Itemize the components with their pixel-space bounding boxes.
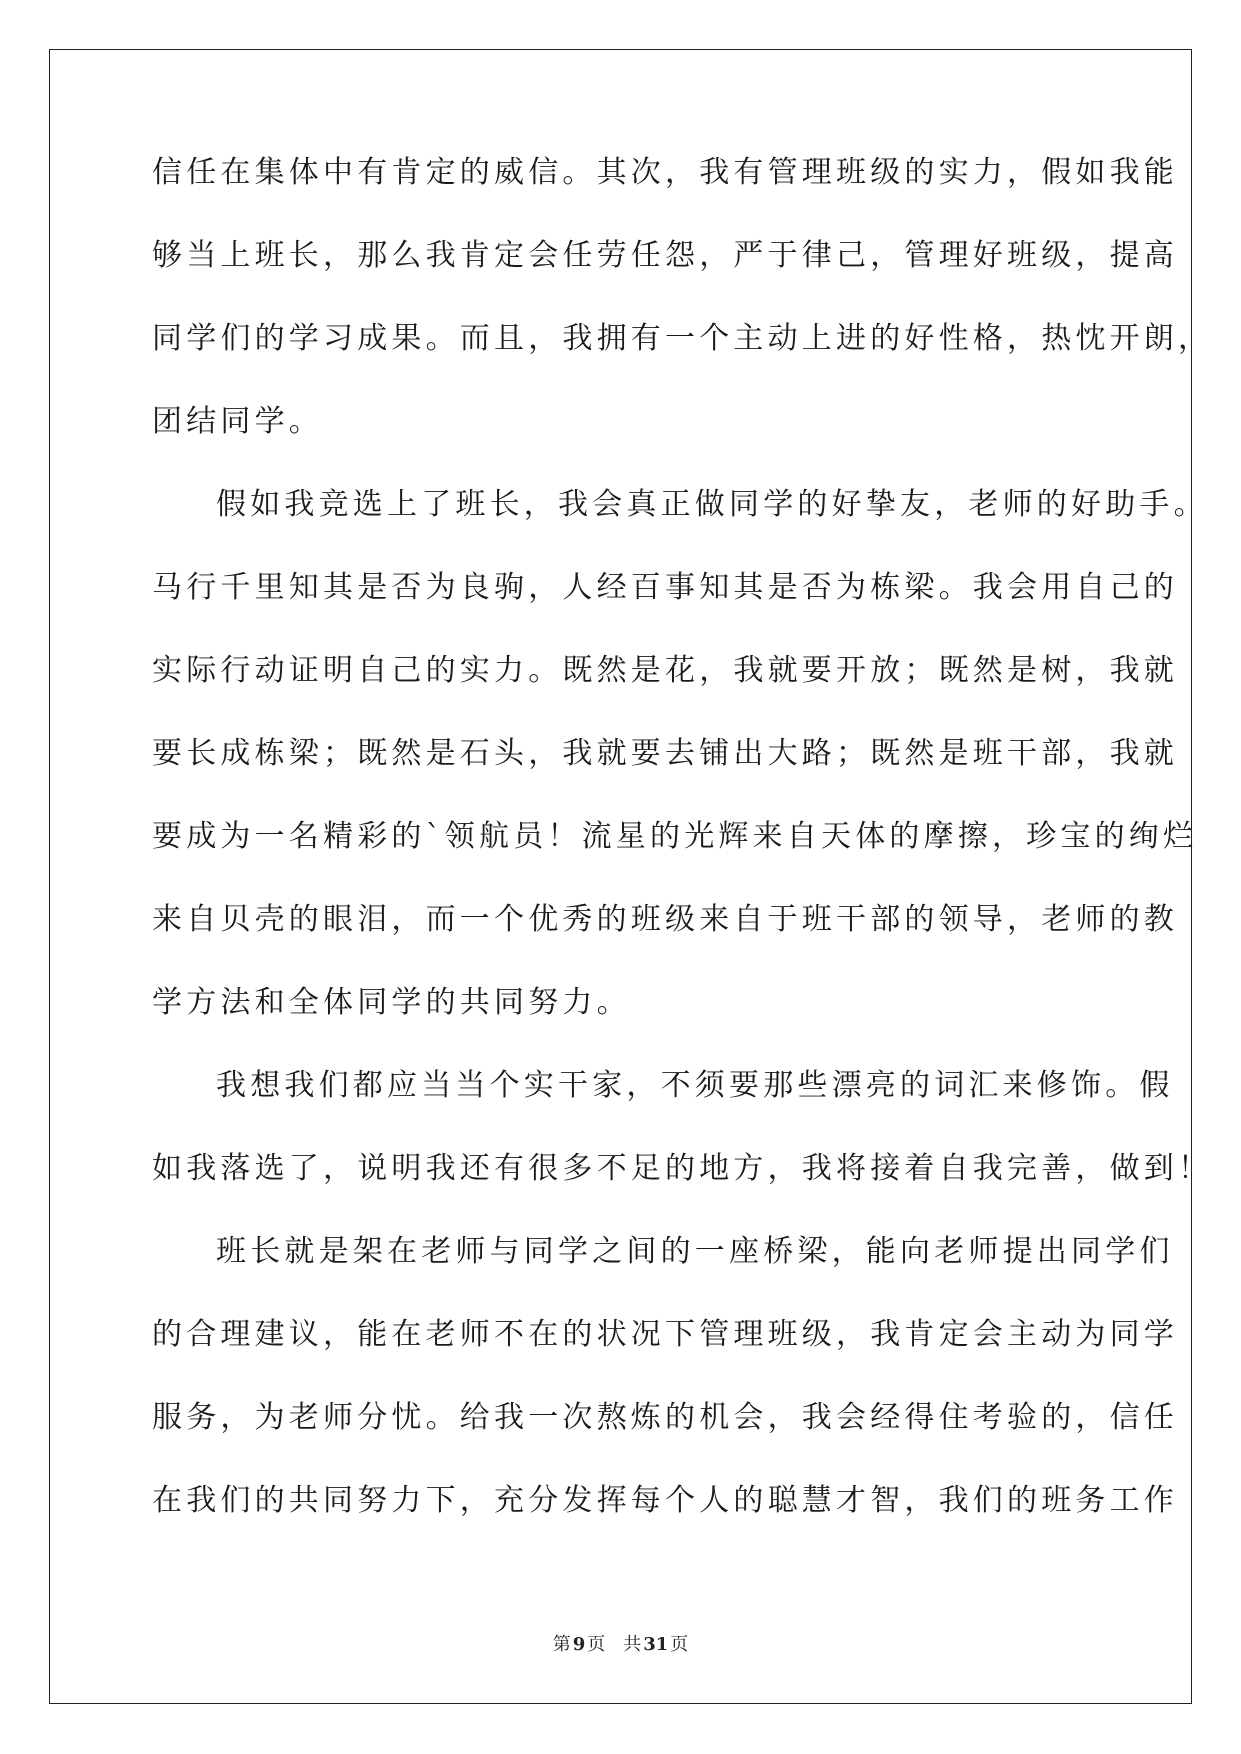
text-line: 学方法和全体同学的共同努力。	[152, 985, 631, 1020]
total-pages: 31	[643, 1634, 669, 1655]
text-line: 的合理建议，能在老师不在的状况下管理班级，我肯定会主动为同学	[152, 1317, 1178, 1352]
page-footer	[0, 1630, 1241, 1656]
paragraph-first-line: 我想我们都应当当个实干家，不须要那些漂亮的词汇来修饰。假	[216, 1068, 1174, 1103]
text-line: 如我落选了，说明我还有很多不足的地方，我将接着自我完善，做到！	[152, 1151, 1213, 1186]
text-line: 来自贝壳的眼泪，而一个优秀的班级来自于班干部的领导，老师的教	[152, 902, 1178, 937]
text-line: 同学们的学习成果。而且，我拥有一个主动上进的好性格，热忱开朗，	[152, 321, 1213, 356]
text-line: 信任在集体中有肯定的威信。其次，我有管理班级的实力，假如我能	[152, 155, 1178, 190]
paragraph-first-line: 班长就是架在老师与同学之间的一座桥梁，能向老师提出同学们	[216, 1234, 1174, 1269]
page-number: 9	[572, 1634, 586, 1655]
paragraph-first-line: 假如我竞选上了班长，我会真正做同学的好挚友，老师的好助手。	[216, 487, 1208, 522]
text-line: 团结同学。	[152, 404, 323, 439]
total-suffix: 页	[670, 1634, 689, 1655]
total-prefix: 共	[623, 1634, 642, 1655]
text-line: 实际行动证明自己的实力。既然是花，我就要开放；既然是树，我就	[152, 653, 1178, 688]
document-body	[152, 155, 1213, 1569]
text-line: 在我们的共同努力下，充分发挥每个人的聪慧才智，我们的班务工作	[152, 1483, 1178, 1518]
text-line: 马行千里知其是否为良驹，人经百事知其是否为栋梁。我会用自己的	[152, 570, 1178, 605]
text-line: 够当上班长，那么我肯定会任劳任怨，严于律己，管理好班级，提高	[152, 238, 1178, 273]
page-suffix: 页	[587, 1634, 606, 1655]
text-line: 要成为一名精彩的`领航员！流星的光辉来自天体的摩擦，珍宝的绚烂	[152, 819, 1198, 854]
text-line: 要长成栋梁；既然是石头，我就要去铺出大路；既然是班干部，我就	[152, 736, 1178, 771]
text-line: 服务，为老师分忧。给我一次熬炼的机会，我会经得住考验的，信任	[152, 1400, 1178, 1435]
page-prefix: 第	[552, 1634, 571, 1655]
